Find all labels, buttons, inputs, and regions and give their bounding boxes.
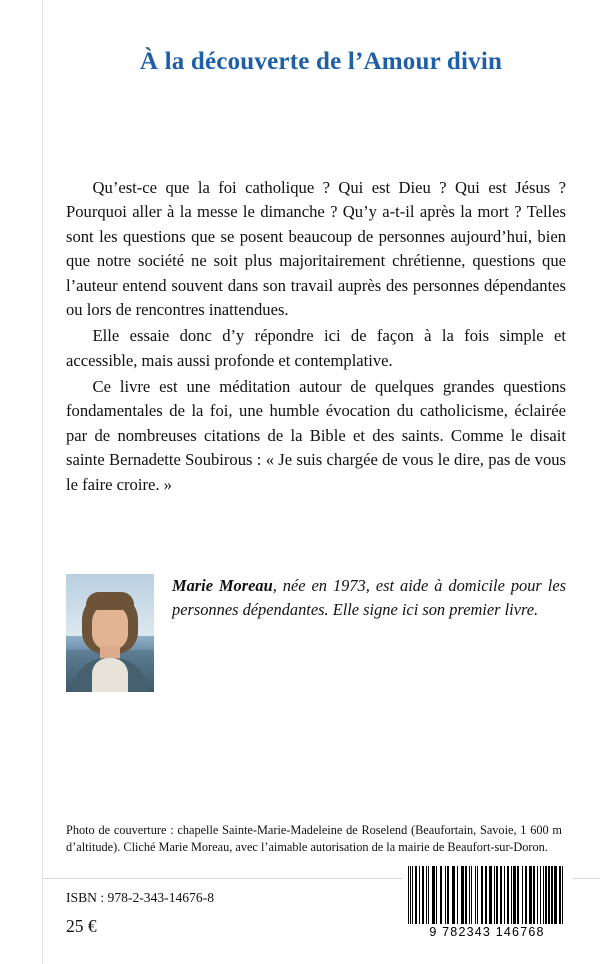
barcode-bars — [408, 866, 566, 924]
photo-garment — [92, 658, 128, 692]
barcode-digits: 9 782343 146768 — [429, 925, 545, 939]
blurb-paragraph-3: Ce livre est une méditation autour de quelques grandes questions fondamentales de la foi, une humble évocation du catholicisme, éclairée par de nombreuses citations de la Bible et des saints. Comme le disait sainte Bernadette Soubirous : « Je suis chargée de vous le dire, pas de vous le faire croire. » — [66, 377, 566, 494]
author-bio-text: , née en 1973, est aide à domicile pour les personnes dépendantes. Elle signe ici son premier livre. — [172, 576, 566, 619]
cover-credit: Photo de couverture : chapelle Sainte-Marie-Madeleine de Roselend (Beaufortain, Savoie, 1 600 m d’altitude). Cliché Marie Moreau, avec l’aimable autorisation de la mairie de Beaufort-sur-Doron. — [66, 823, 562, 854]
page-title: À la découverte de l’Amour divin — [139, 48, 503, 75]
blurb-paragraph-2: Elle essaie donc d’y répondre ici de façon à la fois simple et accessible, mais aussi profonde et contemplative. — [66, 326, 566, 370]
author-photo — [66, 574, 154, 692]
barcode-bar — [562, 866, 563, 924]
barcode — [402, 862, 572, 944]
blurb-paragraph-1: Qu’est-ce que la foi catholique ? Qui est Dieu ? Qui est Jésus ? Pourquoi aller à la messe le dimanche ? Qu’y a-t-il après la mort ? Telles sont les questions que se posent beaucoup de personnes aujourd’hui, bien que notre société ne soit plus majoritairement chrétienne, questions que l’auteur entend souvent dans son travail auprès des personnes dépendantes ou lors de rencontres inattendues. — [66, 178, 566, 319]
price-label: 25 € — [66, 916, 97, 936]
blurb-text — [66, 176, 566, 499]
author-name: Marie Moreau — [172, 576, 273, 595]
back-cover-content — [42, 0, 600, 964]
photo-hair-front — [86, 592, 134, 610]
author-bio — [172, 574, 566, 622]
spine-strip — [0, 0, 43, 964]
isbn-label: ISBN : 978-2-343-14676-8 — [66, 890, 215, 905]
photo-face — [92, 604, 128, 650]
